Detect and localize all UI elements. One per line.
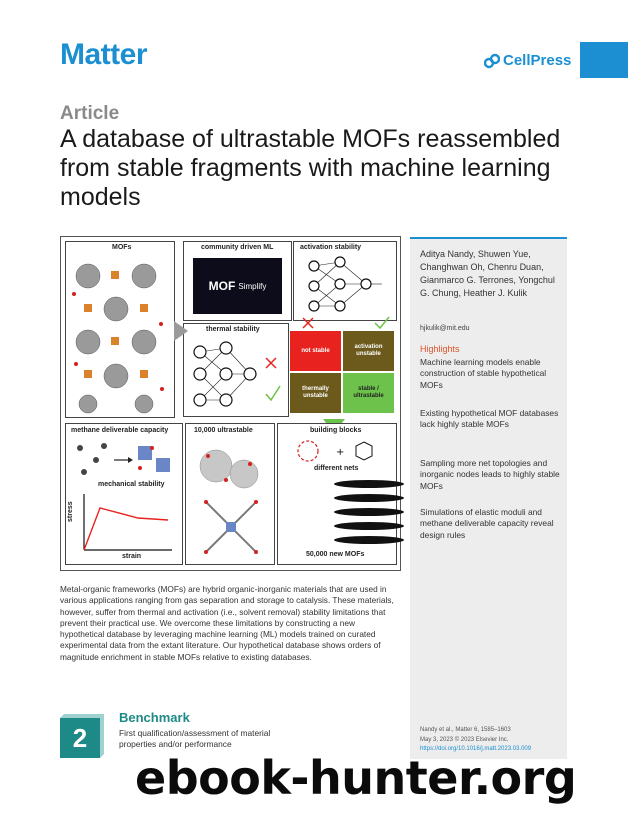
svg-text:+: + xyxy=(336,447,345,458)
arrow-right-icon xyxy=(174,321,188,341)
thermal-network-icon xyxy=(184,338,288,414)
article-type: Article xyxy=(60,103,120,124)
article-title: A database of ultrastable MOFs reassembled from stable fragments with machine learning models xyxy=(60,125,561,211)
highlight-item: Sampling more net topologies and inorganic nodes leads to highly stable MOFs xyxy=(420,458,560,491)
cross-icon xyxy=(266,358,276,368)
activation-label: activation stability xyxy=(300,244,362,251)
highlight-item: Existing hypothetical MOF databases lack highly stable MOFs xyxy=(420,408,559,430)
publisher-logo xyxy=(484,52,571,69)
ultrastable-panel xyxy=(185,423,275,565)
journal-name: Matter xyxy=(60,38,148,71)
benchmark-title: Benchmark xyxy=(119,710,190,725)
building-blocks-illustration xyxy=(278,438,396,464)
abstract-text: Metal-organic frameworks (MOFs) are hybrid organic-inorganic materials that are used in various applications ranging from gas separation and storage to catalysis. These materials, however, suffer from thermal and activation (i.e., solvent removal) stability limitations that prevent their practical use. We overcome these limitations by constructing a new hypothetical database by leveraging machine learning (ML) models trained on curated experimental data from the extant literature. Our hypothetical database shows orders of magnitude enrichment in stable MOFs relative to existing databases. xyxy=(60,584,394,662)
mofs-panel xyxy=(65,241,175,418)
mofs-label: MOFs xyxy=(112,244,132,251)
author-list: Aditya Nandy, Shuwen Yue, Changhwan Oh, Chenru Duan, Gianmarco G. Terrones, Yongchul G. Chung, Heather J. Kulik xyxy=(420,249,555,298)
thermal-panel xyxy=(183,323,289,417)
mechanical-label: mechanical stability xyxy=(98,481,165,488)
benchmark-badge-icon xyxy=(60,714,104,758)
sidebar-panel xyxy=(410,237,567,759)
ultrastable-label: 10,000 ultrastable xyxy=(194,427,253,434)
different-nets-label: different nets xyxy=(314,465,359,472)
watermark-text: ebook-hunter.org xyxy=(135,751,577,805)
highlights-heading: Highlights xyxy=(420,344,460,354)
quadrant-stable-ultrastable: stable / ultrastable xyxy=(343,373,394,413)
activation-network-icon xyxy=(294,254,396,318)
community-ml-panel xyxy=(183,241,292,321)
highlight-item: Simulations of elastic moduli and methane deliverable capacity reveal design rules xyxy=(420,507,554,540)
doi-link[interactable]: https://doi.org/10.1016/j.matt.2023.03.009 xyxy=(420,746,532,752)
highlight-item: Machine learning models enable construction of stable hypothetical MOFs xyxy=(420,357,547,390)
simplify-logo-text: Simplify xyxy=(238,281,267,291)
mof-logo-text: MOF xyxy=(208,279,236,293)
new-mofs-label: 50,000 new MOFs xyxy=(306,551,365,558)
graphical-abstract xyxy=(60,236,401,571)
publisher-name: CellPress xyxy=(503,52,572,69)
cross-icon xyxy=(303,318,313,328)
building-blocks-label: building blocks xyxy=(310,427,362,434)
benchmark-description: First qualification/assessment of material properties and/or performance xyxy=(119,728,271,749)
quadrant-activation-unstable: activation unstable xyxy=(343,331,394,371)
strain-axis-label: strain xyxy=(122,553,142,560)
community-ml-label: community driven ML xyxy=(201,244,274,251)
quadrant-not-stable: not stable xyxy=(290,331,341,371)
check-icon xyxy=(375,317,389,328)
mof-structure-illustration xyxy=(66,254,174,414)
ultrastable-structures-illustration xyxy=(186,440,274,562)
cellpress-icon xyxy=(484,53,500,69)
mofsimplify-logo xyxy=(193,258,282,314)
activation-marks xyxy=(295,315,395,331)
building-blocks-panel xyxy=(277,423,397,565)
methane-molecules-illustration xyxy=(66,438,182,482)
stress-axis-label: stress xyxy=(67,501,74,522)
header-accent-block xyxy=(580,42,628,78)
citation: Nandy et al., Matter 6, 1585–1603 xyxy=(420,727,511,733)
stress-strain-plot xyxy=(78,492,174,558)
thermal-label: thermal stability xyxy=(206,326,260,333)
check-icon xyxy=(266,386,280,400)
quadrant-thermally-unstable: thermally unstable xyxy=(290,373,341,413)
methane-mechanical-panel xyxy=(65,423,183,565)
activation-panel xyxy=(293,241,397,321)
publication-date: May 3, 2023 © 2023 Elsevier Inc. xyxy=(420,737,509,743)
corresponding-email[interactable]: hjkulik@mit.edu xyxy=(420,325,470,332)
methane-label: methane deliverable capacity xyxy=(71,427,169,434)
benchmark-number: 2 xyxy=(72,723,88,753)
